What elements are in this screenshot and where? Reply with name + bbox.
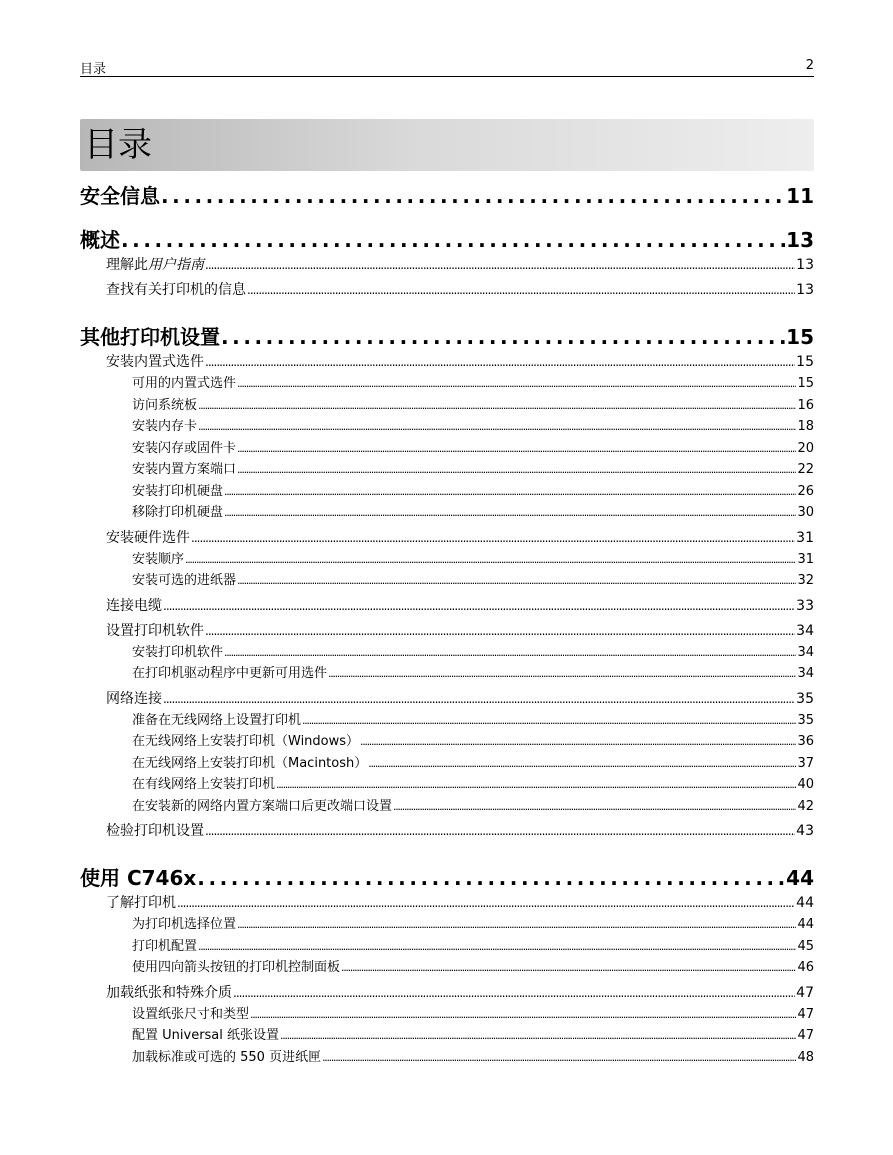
dot-leader bbox=[360, 734, 796, 749]
table-of-contents bbox=[80, 180, 814, 1067]
dot-leader bbox=[224, 484, 796, 499]
toc-entry-level-3[interactable] bbox=[80, 730, 814, 752]
dot-leader bbox=[233, 985, 795, 1001]
toc-entry-title: 设置纸张尺寸和类型 bbox=[132, 1006, 250, 1022]
dot-leader bbox=[276, 777, 796, 792]
toc-entry-level-3[interactable] bbox=[80, 956, 814, 978]
dot-leader bbox=[161, 184, 785, 208]
toc-entry-page-number: 42 bbox=[797, 798, 814, 814]
toc-entry-page-number: 47 bbox=[797, 1006, 814, 1022]
toc-entry-title: 安装打印机软件 bbox=[132, 644, 224, 660]
dot-leader bbox=[237, 376, 796, 391]
dot-leader bbox=[322, 1050, 796, 1065]
toc-entry-page-number: 46 bbox=[797, 960, 814, 975]
toc-entry-title: 使用四向箭头按钮的打印机控制面板 bbox=[132, 960, 341, 975]
toc-entry-page-number: 22 bbox=[797, 462, 814, 477]
toc-entry-title: 概述 bbox=[80, 228, 120, 252]
toc-entry-title: 准备在无线网络上设置打印机 bbox=[132, 712, 302, 728]
dot-leader bbox=[247, 282, 795, 298]
toc-entry-level-3[interactable] bbox=[80, 773, 814, 795]
toc-entry-title: 在无线网络上安装打印机（Macintosh） bbox=[132, 755, 368, 771]
dot-leader bbox=[237, 917, 796, 932]
toc-entry-title: 安装顺序 bbox=[132, 551, 185, 567]
dot-leader bbox=[191, 530, 795, 546]
toc-entry-title: 安装内置式选件 bbox=[106, 354, 204, 370]
dot-leader bbox=[224, 645, 796, 660]
toc-entry-level-3[interactable] bbox=[80, 1046, 814, 1068]
toc-entry-page-number: 48 bbox=[797, 1049, 814, 1065]
toc-entry-level-3[interactable] bbox=[80, 394, 814, 416]
toc-entry-level-3[interactable] bbox=[80, 372, 814, 394]
toc-entry-page-number: 20 bbox=[797, 440, 814, 456]
toc-entry-level-3[interactable] bbox=[80, 501, 814, 523]
toc-entry-level-2[interactable] bbox=[80, 254, 814, 276]
toc-entry-title: 使用 C746x bbox=[80, 866, 197, 890]
toc-entry-level-2[interactable] bbox=[80, 982, 814, 1004]
toc-entry-page-number: 47 bbox=[797, 1028, 814, 1043]
toc-entry-title: 移除打印机硬盘 bbox=[132, 505, 224, 520]
toc-entry-page-number: 13 bbox=[796, 282, 814, 298]
running-header bbox=[80, 58, 814, 77]
title-bar bbox=[80, 119, 814, 171]
dot-leader bbox=[393, 799, 796, 814]
toc-entry-level-3[interactable] bbox=[80, 1003, 814, 1025]
toc-entry-page-number: 35 bbox=[797, 712, 814, 728]
toc-entry-level-3[interactable] bbox=[80, 437, 814, 459]
dot-leader bbox=[237, 462, 796, 477]
toc-entry-level-1[interactable] bbox=[80, 180, 814, 208]
dot-leader bbox=[198, 419, 796, 434]
toc-entry-title: 为打印机选择位置 bbox=[132, 917, 237, 932]
dot-leader bbox=[221, 325, 785, 349]
toc-entry-page-number: 43 bbox=[796, 823, 814, 839]
toc-entry-title: 打印机配置 bbox=[132, 938, 198, 954]
toc-entry-page-number: 30 bbox=[797, 505, 814, 520]
header-section-name: 目录 bbox=[80, 62, 107, 77]
toc-entry-title: 网络连接 bbox=[106, 690, 162, 707]
toc-entry-title: 配置 Universal 纸张设置 bbox=[132, 1028, 280, 1043]
toc-entry-title: 设置打印机软件 bbox=[106, 622, 204, 639]
toc-entry-page-number: 44 bbox=[786, 866, 814, 890]
toc-entry-title: 安装打印机硬盘 bbox=[132, 483, 224, 499]
dot-leader bbox=[224, 505, 796, 520]
dot-leader bbox=[205, 823, 795, 839]
toc-entry-page-number: 15 bbox=[786, 325, 814, 349]
toc-entry-page-number: 26 bbox=[797, 483, 814, 499]
toc-entry-level-3[interactable] bbox=[80, 709, 814, 731]
toc-entry-level-2[interactable] bbox=[80, 688, 814, 710]
toc-entry-title: 加载标准或可选的 550 页进纸匣 bbox=[132, 1049, 322, 1065]
toc-entry-page-number: 34 bbox=[797, 644, 814, 660]
dot-leader bbox=[198, 398, 796, 413]
toc-entry-level-1[interactable] bbox=[80, 321, 814, 349]
toc-entry-title: 了解打印机 bbox=[106, 895, 176, 911]
toc-entry-title: 可用的内置式选件 bbox=[132, 376, 237, 391]
toc-entry-level-3[interactable] bbox=[80, 569, 814, 591]
dot-leader bbox=[328, 666, 796, 681]
toc-entry-page-number: 16 bbox=[797, 397, 814, 413]
dot-leader bbox=[205, 257, 795, 273]
dot-leader bbox=[237, 441, 796, 456]
toc-entry-level-1[interactable] bbox=[80, 862, 814, 890]
dot-leader bbox=[341, 960, 796, 975]
toc-entry-page-number: 13 bbox=[786, 228, 814, 252]
toc-entry-title: 安装内置方案端口 bbox=[132, 462, 237, 477]
toc-entry-level-3[interactable] bbox=[80, 415, 814, 437]
toc-entry-title: 在打印机驱动程序中更新可用选件 bbox=[132, 666, 328, 681]
toc-entry-title: 在无线网络上安装打印机（Windows） bbox=[132, 734, 360, 749]
toc-entry-title: 安装闪存或固件卡 bbox=[132, 440, 237, 456]
toc-entry-title: 访问系统板 bbox=[132, 397, 198, 413]
toc-entry-level-2[interactable] bbox=[80, 620, 814, 642]
toc-entry-page-number: 45 bbox=[797, 938, 814, 954]
toc-entry-page-number: 34 bbox=[796, 622, 814, 639]
toc-entry-page-number: 37 bbox=[797, 755, 814, 771]
toc-entry-page-number: 31 bbox=[797, 551, 814, 567]
toc-entry-page-number: 35 bbox=[796, 690, 814, 707]
dot-leader bbox=[205, 354, 795, 370]
page-title: 目录 bbox=[84, 125, 152, 165]
toc-entry-title: 理解此用户指南 bbox=[106, 257, 204, 273]
dot-leader bbox=[177, 895, 795, 911]
toc-entry-title: 安全信息 bbox=[80, 184, 160, 208]
toc-entry-page-number: 34 bbox=[797, 666, 814, 681]
toc-entry-page-number: 44 bbox=[796, 895, 814, 911]
toc-entry-title: 连接电缆 bbox=[106, 597, 162, 614]
toc-entry-title: 其他打印机设置 bbox=[80, 325, 220, 349]
toc-entry-level-2[interactable] bbox=[80, 527, 814, 549]
toc-entry-title: 加载纸张和特殊介质 bbox=[106, 984, 232, 1001]
dot-leader bbox=[237, 573, 796, 588]
dot-leader bbox=[121, 228, 785, 252]
dot-leader bbox=[205, 623, 795, 639]
toc-entry-page-number: 13 bbox=[796, 257, 814, 273]
dot-leader bbox=[185, 552, 796, 567]
toc-entry-title: 检验打印机设置 bbox=[106, 823, 204, 839]
toc-entry-level-3[interactable] bbox=[80, 480, 814, 502]
toc-entry-level-3[interactable] bbox=[80, 935, 814, 957]
dot-leader bbox=[250, 1007, 796, 1022]
toc-entry-level-3[interactable] bbox=[80, 662, 814, 684]
toc-entry-page-number: 11 bbox=[786, 184, 814, 208]
toc-entry-title: 安装内存卡 bbox=[132, 419, 198, 434]
dot-leader bbox=[368, 756, 796, 771]
toc-entry-page-number: 36 bbox=[797, 734, 814, 749]
toc-entry-level-3[interactable] bbox=[80, 548, 814, 570]
toc-entry-level-2[interactable] bbox=[80, 820, 814, 842]
toc-entry-level-3[interactable] bbox=[80, 795, 814, 817]
toc-entry-level-2[interactable] bbox=[80, 595, 814, 617]
dot-leader bbox=[280, 1028, 796, 1043]
toc-entry-title: 在安装新的网络内置方案端口后更改端口设置 bbox=[132, 798, 393, 814]
toc-entry-title: 安装可选的进纸器 bbox=[132, 573, 237, 588]
toc-entry-level-3[interactable] bbox=[80, 913, 814, 935]
toc-entry-page-number: 32 bbox=[797, 573, 814, 588]
dot-leader bbox=[163, 598, 795, 614]
dot-leader bbox=[163, 691, 795, 707]
toc-entry-title: 查找有关打印机的信息 bbox=[106, 282, 246, 298]
toc-entry-level-3[interactable] bbox=[80, 641, 814, 663]
toc-entry-level-3[interactable] bbox=[80, 752, 814, 774]
toc-entry-page-number: 15 bbox=[796, 354, 814, 370]
toc-entry-page-number: 40 bbox=[797, 777, 814, 792]
toc-entry-level-2[interactable] bbox=[80, 279, 814, 301]
toc-entry-title: 在有线网络上安装打印机 bbox=[132, 777, 276, 792]
toc-entry-level-3[interactable] bbox=[80, 1024, 814, 1046]
toc-entry-page-number: 33 bbox=[796, 597, 814, 614]
toc-entry-level-3[interactable] bbox=[80, 458, 814, 480]
dot-leader bbox=[197, 866, 785, 890]
toc-entry-level-1[interactable] bbox=[80, 224, 814, 252]
dot-leader bbox=[198, 939, 796, 954]
toc-entry-page-number: 31 bbox=[796, 529, 814, 546]
toc-entry-title: 安装硬件选件 bbox=[106, 529, 190, 546]
toc-entry-level-2[interactable] bbox=[80, 351, 814, 373]
toc-entry-page-number: 18 bbox=[797, 419, 814, 434]
toc-entry-level-2[interactable] bbox=[80, 892, 814, 914]
toc-entry-page-number: 15 bbox=[797, 376, 814, 391]
toc-entry-page-number: 44 bbox=[797, 917, 814, 932]
header-page-number: 2 bbox=[805, 58, 814, 73]
toc-entry-page-number: 47 bbox=[796, 984, 814, 1001]
dot-leader bbox=[302, 713, 796, 728]
